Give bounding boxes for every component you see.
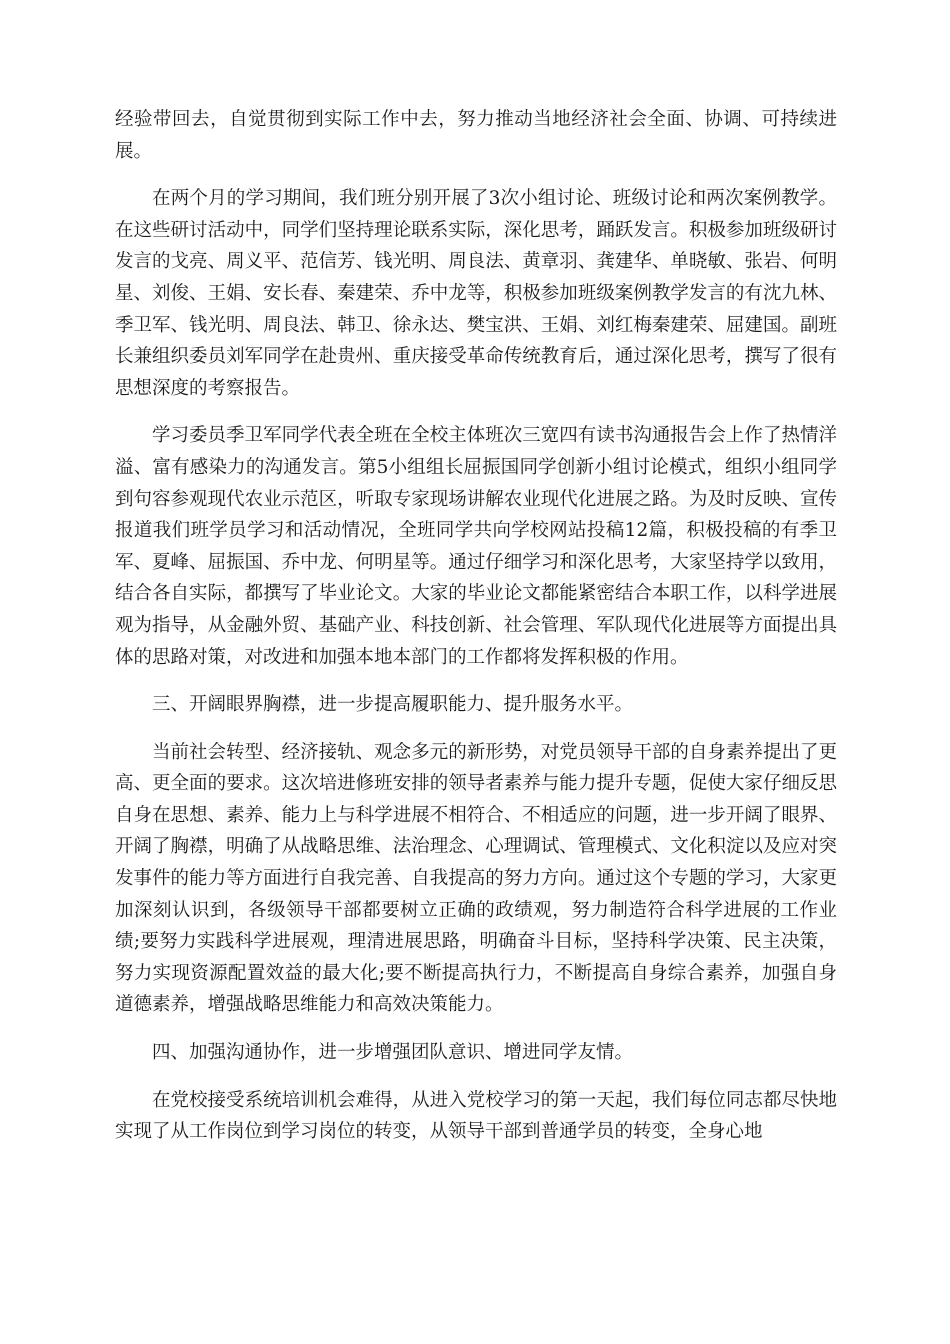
section-heading-three: 三、开阔眼界胸襟，进一步提高履职能力、提升服务水平。 [152,694,634,716]
section-heading-four: 四、加强沟通协作，进一步增强团队意识、增进同学友情。 [152,1042,634,1064]
document-body [115,104,837,1164]
paragraph-study-activities: 在两个月的学习期间，我们班分别开展了3次小组讨论、班级讨论和两次案例教学。在这些研讨活动中，同学们坚持理论联系实际，深化思考，踊跃发言。积极参加班级研讨发言的戈亮、周义平、范信芳、钱光明、周良法、黄章羽、龚建华、单晓敏、张岩、何明星、刘俊、王娟、安长春、秦建荣、乔中龙等，积极参加班级案例教学发言的有沈九林、季卫军、钱光明、周良法、韩卫、徐永达、樊宝洪、王娟、刘红梅秦建荣、屈建国。副班长兼组织委员刘军同学在赴贵州、重庆接受革命传统教育后，通过深化思考，撰写了很有思想深度的考察报告。 [115,188,837,399]
paragraph-continued: 经验带回去，自觉贯彻到实际工作中去，努力推动当地经济社会全面、协调、可持续进展。 [115,109,837,162]
paragraph-social-transition: 当前社会转型、经济接轨、观念多元的新形势，对党员领导干部的自身素养提出了更高、更全面的要求。这次培进修班安排的领导者素养与能力提升专题，促使大家仔细反思自身在思想、素养、能力上与科学进展不相符合、不相适应的问题，进一步开阔了眼界、开阔了胸襟，明确了从战略思维、法治理念、心理调试、管理模式、文化积淀以及应对突发事件的能力等方面进行自我完善、自我提高的努力方向。通过这个专题的学习，大家更加深刻认识到，各级领导干部都要树立正确的政绩观，努力制造符合科学进展的工作业绩;要努力实践科学进展观，理清进展思路，明确奋斗目标，坚持科学决策、民主决策，努力实现资源配置效益的最大化;要不断提高执行力，不断提高自身综合素养，加强自身道德素养，增强战略思维能力和高效决策能力。 [115,741,837,1016]
paragraph-study-committee: 学习委员季卫军同学代表全班在全校主体班次三宽四有读书沟通报告会上作了热情洋溢、富有感染力的沟通发言。第5小组组长屈振国同学创新小组讨论模式，组织小组同学到句容参观现代农业示范区，听取专家现场讲解农业现代化进展之路。为及时反映、宣传报道我们班学员学习和活动情况，全班同学共向学校网站投稿12篇，积极投稿的有季卫军、夏峰、屈振国、乔中龙、何明星等。通过仔细学习和深化思考，大家坚持学以致用，结合各自实际，都撰写了毕业论文。大家的毕业论文都能紧密结合本职工作，以科学进展观为指导，从金融外贸、基础产业、科技创新、社会管理、军队现代化进展等方面提出具体的思路对策，对改进和加强本地本部门的工作都将发挥积极的作用。 [115,425,837,668]
paragraph-party-school: 在党校接受系统培训机会难得，从进入党校学习的第一天起，我们每位同志都尽快地实现了从工作岗位到学习岗位的转变，从领导干部到普通学员的转变，全身心地 [115,1089,837,1143]
